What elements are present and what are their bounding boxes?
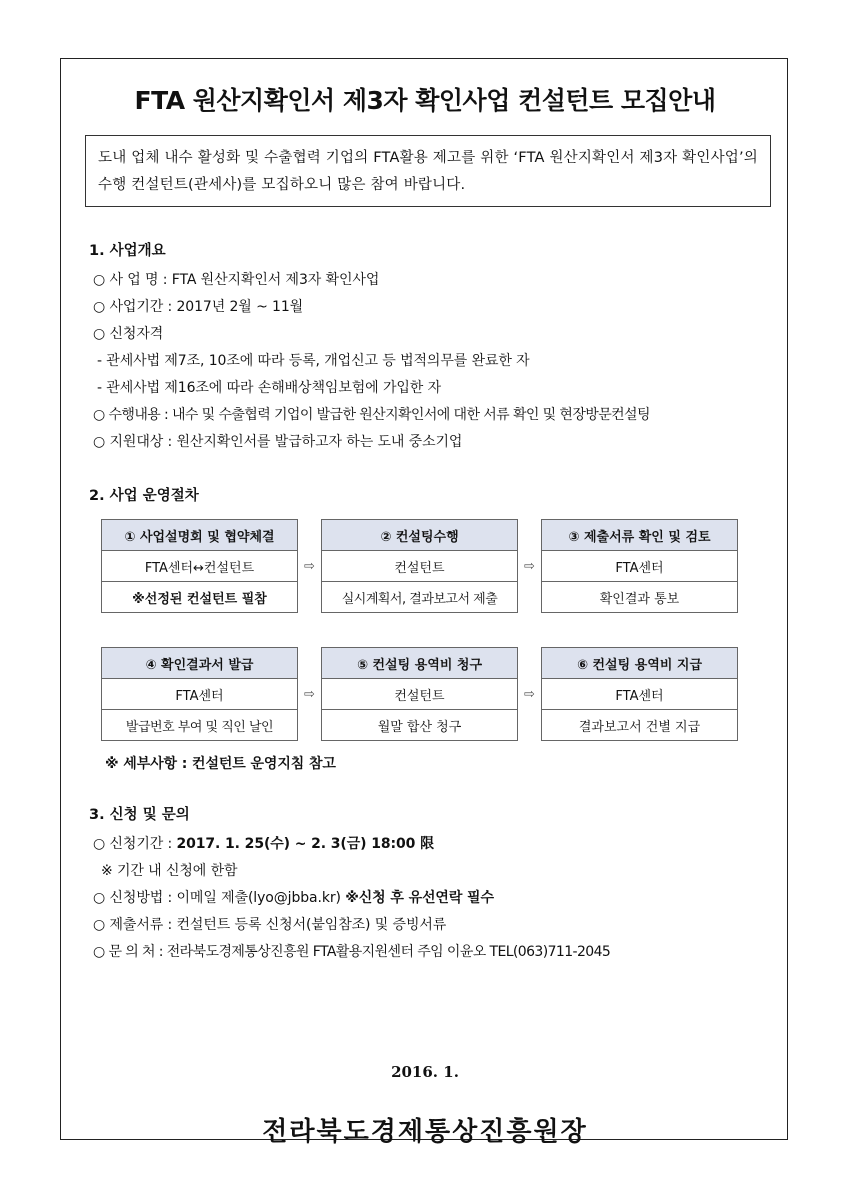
step-detail: 확인결과 통보 bbox=[542, 582, 738, 613]
arrow-icon: ⇨ bbox=[304, 558, 315, 574]
process-table-row1 bbox=[101, 519, 738, 613]
step-detail: 월말 합산 청구 bbox=[322, 710, 518, 741]
process-note: ※ 세부사항 : 컨설턴트 운영지침 참고 bbox=[105, 756, 336, 772]
arrow-icon: ⇨ bbox=[524, 686, 535, 702]
issue-date: 2016. 1. bbox=[391, 1063, 459, 1081]
step-detail: 발급번호 부여 및 직인 날인 bbox=[102, 710, 298, 741]
step-who: FTA센터 bbox=[542, 679, 738, 710]
step-head: ④ 확인결과서 발급 bbox=[102, 648, 298, 679]
apply-method bbox=[93, 887, 494, 907]
step-head: ② 컨설팅수행 bbox=[322, 520, 518, 551]
apply-method-note: ※신청 후 유선연락 필수 bbox=[345, 890, 494, 906]
section3-heading: 3. 신청 및 문의 bbox=[89, 807, 190, 823]
step-head: ⑥ 컨설팅 용역비 지급 bbox=[542, 648, 738, 679]
page-title: FTA 원산지확인서 제3자 확인사업 컨설턴트 모집안내 bbox=[134, 86, 716, 115]
step-detail: 결과보고서 건별 지급 bbox=[542, 710, 738, 741]
section1-line: - 관세사법 제7조, 10조에 따라 등록, 개업신고 등 법적의무를 완료한 자 bbox=[97, 353, 530, 369]
intro-box: 도내 업체 내수 활성화 및 수출협력 기업의 FTA활용 제고를 위한 ‘FTA 원산지확인서 제3자 확인사업’의 수행 컨설턴트(관세사)를 모집하오니 많은 참여 바랍니다. bbox=[85, 135, 771, 207]
section1-line: ○ 신청자격 bbox=[93, 326, 164, 342]
step-head: ⑤ 컨설팅 용역비 청구 bbox=[322, 648, 518, 679]
section1-line: - 관세사법 제16조에 따라 손해배상책임보험에 가입한 자 bbox=[97, 380, 441, 396]
section1-heading: 1. 사업개요 bbox=[89, 243, 166, 259]
submit-docs: ○ 제출서류 : 컨설턴트 등록 신청서(붙임참조) 및 증빙서류 bbox=[93, 917, 447, 933]
step-who: FTA센터↔컨설턴트 bbox=[102, 551, 298, 582]
step-who: FTA센터 bbox=[542, 551, 738, 582]
section1-line: ○ 지원대상 : 원산지확인서를 발급하고자 하는 도내 중소기업 bbox=[93, 434, 463, 450]
section1-line: ○ 수행내용 : 내수 및 수출협력 기업이 발급한 원산지확인서에 대한 서류 확인 및 현장방문컨설팅 bbox=[93, 407, 650, 423]
arrow-icon: ⇨ bbox=[304, 686, 315, 702]
section1-line: ○ 사 업 명 : FTA 원산지확인서 제3자 확인사업 bbox=[93, 272, 380, 288]
step-head: ① 사업설명회 및 협약체결 bbox=[102, 520, 298, 551]
signature: 전라북도경제통상진흥원장 bbox=[262, 1117, 588, 1147]
apply-period-value: 2017. 1. 25(수) ~ 2. 3(금) 18:00 限 bbox=[176, 836, 434, 852]
step-detail: ※선정된 컨설턴트 필참 bbox=[102, 582, 298, 613]
apply-period-label: ○ 신청기간 : bbox=[93, 836, 177, 852]
step-who: FTA센터 bbox=[102, 679, 298, 710]
step-detail: 실시계획서, 결과보고서 제출 bbox=[322, 582, 518, 613]
apply-period bbox=[93, 833, 434, 853]
section1-line: ○ 사업기간 : 2017년 2월 ~ 11월 bbox=[93, 299, 304, 315]
step-head: ③ 제출서류 확인 및 검토 bbox=[542, 520, 738, 551]
step-who: 컨설턴트 bbox=[322, 679, 518, 710]
apply-period-note: ※ 기간 내 신청에 한함 bbox=[101, 863, 238, 879]
contact-info: ○ 문 의 처 : 전라북도경제통상진흥원 FTA활용지원센터 주임 이윤오 TEL(063)711-2045 bbox=[93, 944, 611, 960]
step-who: 컨설턴트 bbox=[322, 551, 518, 582]
document-frame bbox=[60, 58, 788, 1147]
section2-heading: 2. 사업 운영절차 bbox=[89, 488, 199, 504]
arrow-icon: ⇨ bbox=[524, 558, 535, 574]
apply-method-label: ○ 신청방법 : 이메일 제출(lyo@jbba.kr) bbox=[93, 890, 346, 906]
process-table-row2 bbox=[101, 647, 738, 741]
